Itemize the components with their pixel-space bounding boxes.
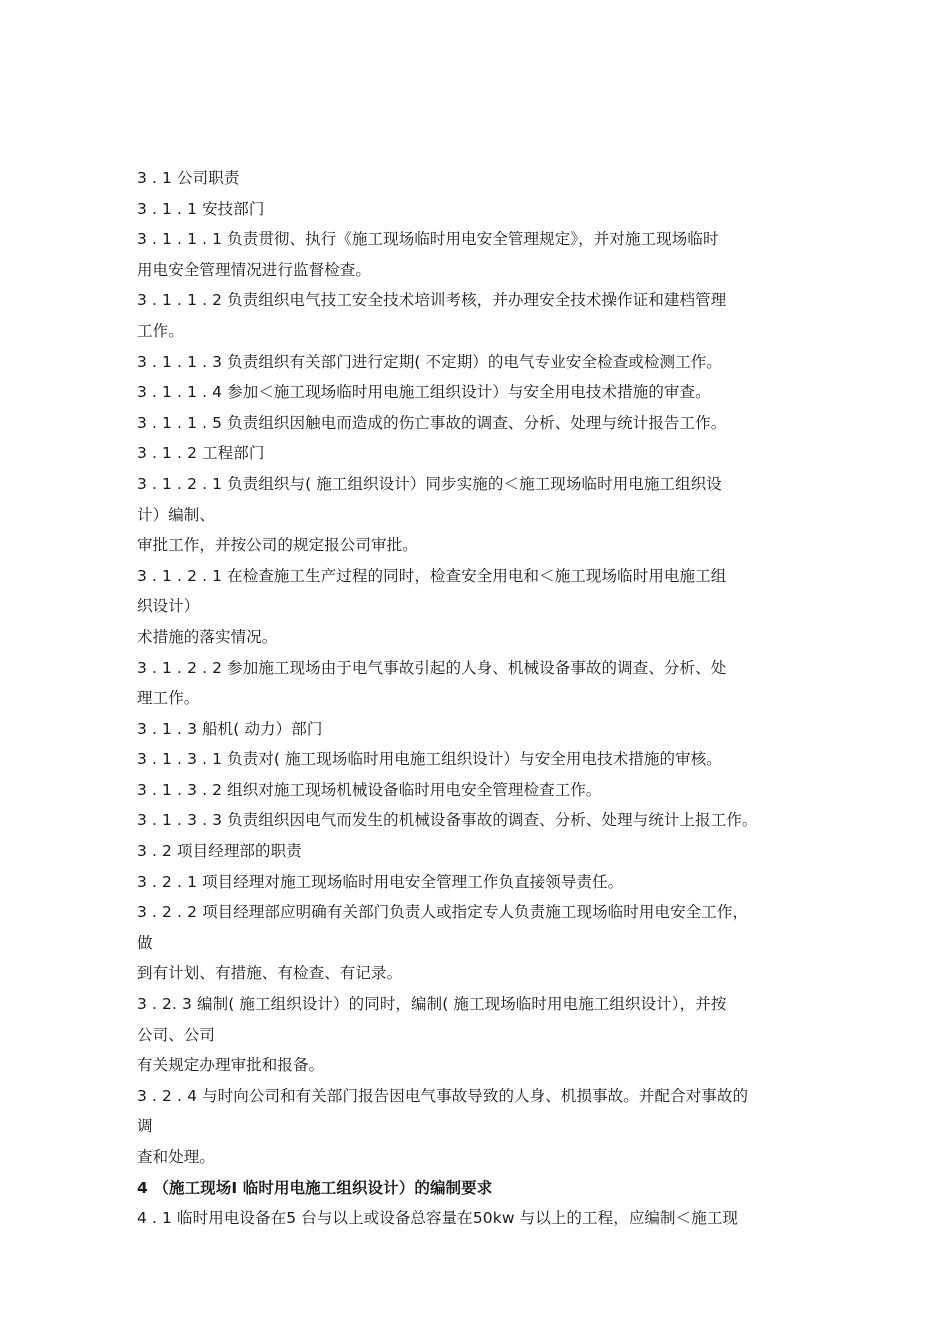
paragraph-line: 3 . 1 . 3 . 2 组织对施工现场机械设备临时用电安全管理检查工作。	[137, 780, 602, 799]
paragraph-line: 公司、公司	[137, 1025, 216, 1044]
paragraph-line: 3 . 1 . 1 . 1 负责贯彻、执行《施工现场临时用电安全管理规定》，并对施工现场临时	[137, 230, 719, 249]
section-heading-3-1-3: 3 . 1 . 3 船机( 动力）部门	[137, 719, 323, 738]
paragraph-line: 3 . 2 . 2 项目经理部应明确有关部门负责人或指定专人负责施工现场临时用电安全工作，	[137, 903, 749, 922]
paragraph-line: 3 . 1 . 1 . 5 负责组织因触电而造成的伤亡事故的调查、分析、处理与统计报告工作。	[137, 413, 727, 432]
section-heading-3-1-1: 3 . 1 . 1 安技部门	[137, 199, 265, 218]
paragraph-line: 审批工作，并按公司的规定报公司审批。	[137, 536, 418, 555]
paragraph-line: 3 . 2. 3 编制( 施工组织设计）的同时，编制( 施工现场临时用电施工组织设计），并按	[137, 995, 727, 1014]
paragraph-line: 3 . 2 . 4 与时向公司和有关部门报告因电气事故导致的人身、机损事故。并配合对事故的	[137, 1086, 749, 1105]
paragraph-line: 查和处理。	[137, 1148, 216, 1166]
paragraph-line: 3 . 1 . 2 . 1 在检查施工生产过程的同时，检查安全用电和＜施工现场临时用电施工组	[137, 566, 727, 585]
paragraph-line: 计）编制、	[137, 505, 216, 524]
paragraph-line: 织设计）	[137, 597, 200, 616]
paragraph-line: 3 . 1 . 2 . 1 负责组织与( 施工组织设计）同步实施的＜施工现场临时用电施工组织设	[137, 474, 722, 493]
paragraph-line: 理工作。	[137, 689, 200, 708]
paragraph-line: 3 . 1 . 1 . 4 参加＜施工现场临时用电施工组织设计）与安全用电技术措施的审查。	[137, 383, 711, 402]
section-heading-3-2: 3 . 2 项目经理部的职责	[137, 842, 302, 861]
paragraph-line: 用电安全管理情况进行监督检查。	[137, 260, 372, 279]
paragraph-line: 有关规定办理审批和报备。	[137, 1056, 325, 1075]
paragraph-line: 3 . 1 . 3 . 1 负责对( 施工现场临时用电施工组织设计）与安全用电技术措施的审核。	[137, 750, 722, 769]
section-heading-3-1-2: 3 . 1 . 2 工程部门	[137, 444, 265, 463]
paragraph-line: 3 . 1 . 1 . 2 负责组织电气技工安全技术培训考核，并办理安全技术操作证和建档管理	[137, 291, 727, 310]
paragraph-line: 术措施的落实情况。	[137, 627, 278, 646]
paragraph-line: 做	[137, 933, 153, 952]
paragraph-line: 3 . 2 . 1 项目经理对施工现场临时用电安全管理工作负直接领导责任。	[137, 872, 624, 891]
paragraph-line: 3 . 1 . 1 . 3 负责组织有关部门进行定期( 不定期）的电气专业安全检查或检测工作。	[137, 352, 722, 371]
section-heading-3-1: 3 . 1 公司职责	[137, 169, 240, 187]
paragraph-line: 4 . 1 临时用电设备在5 台与以上或设备总容量在50kw 与以上的工程，应编制＜施工现	[137, 1209, 739, 1228]
section-heading-4: 4 （施工现场I 临时用电施工组织设计）的编制要求	[137, 1178, 493, 1197]
paragraph-line: 到有计划、有措施、有检查、有记录。	[137, 964, 403, 983]
paragraph-line: 3 . 1 . 3 . 3 负责组织因电气而发生的机械设备事故的调查、分析、处理与统计上报工作。	[137, 811, 758, 830]
paragraph-line: 3 . 1 . 2 . 2 参加施工现场由于电气事故引起的人身、机械设备事故的调查、分析、处	[137, 658, 727, 677]
paragraph-line: 工作。	[137, 321, 184, 340]
paragraph-line: 调	[137, 1117, 153, 1136]
document-body	[137, 163, 827, 1234]
